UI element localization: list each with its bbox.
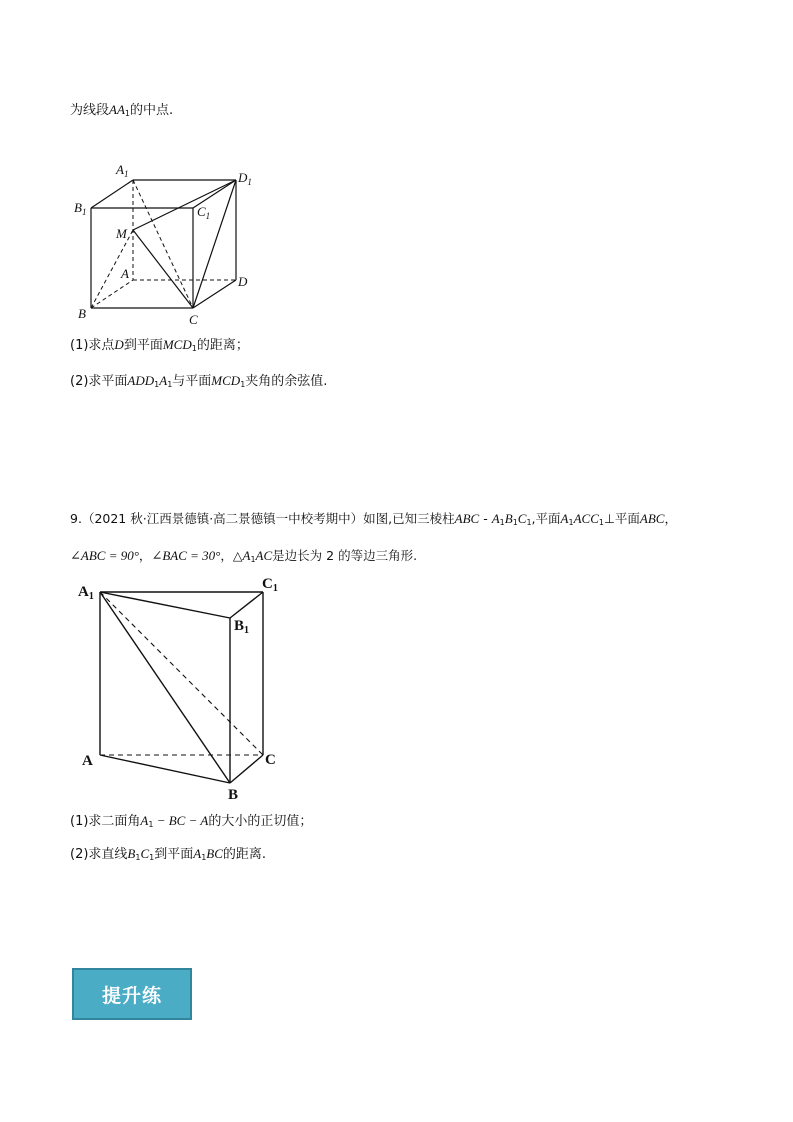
segment-MD1 [133,180,236,230]
label-B1: $B_1$ [74,200,87,217]
label-C: C [189,312,198,327]
edge-A1B1 [91,180,133,208]
label-A: A [121,266,129,281]
edge-CD [193,280,236,308]
label-C1: $C_1$ [262,576,278,594]
label-A: A [82,753,93,769]
segment-A1B [100,592,230,783]
q8-part2: (2)求平面$ADD_1A_1$与平面$MCD_1$夹角的余弦值. [70,373,328,389]
label-B1: $B_1$ [234,618,250,636]
segment-MC [133,230,193,308]
section-heading-improve[interactable]: 提升练 [72,968,192,1020]
hidden-segment-A1C [100,592,263,755]
hidden-edge-AB [91,280,133,308]
q9-conditions: ∠ABC = 90°，∠BAC = 30°，$\triangle A_1AC$是边长为 2 的等边三角形. [70,548,418,564]
label-M: M [116,226,127,241]
intro-text: 为线段 [70,103,110,118]
edge-BC [230,755,263,783]
edge-B1C1 [230,592,263,618]
cube-figure [0,0,793,330]
segment-CD1 [193,180,236,308]
label-C1: $C_1$ [197,204,211,221]
label-A1: $A_1$ [116,162,129,179]
label-B: B [228,787,239,803]
segment-name: AA [109,102,125,117]
q9-part2: (2)求直线$B_1C_1$到平面$A_1BC$的距离. [70,846,267,862]
label-B: B [78,306,86,321]
hidden-segment-A1C [133,180,193,308]
label-D: D [238,274,248,289]
q9-header: 9.（2021 秋·江西景德镇·高二景德镇一中校考期中）如图,已知三棱柱ABC - $A_1B_1C_1$,平面$A_1ACC_1\perp$平面ABC， [70,511,677,527]
prism-figure [0,560,793,810]
question-source: （2021 秋·江西景德镇·高二景德镇一中校考期中）如图,已知三棱柱 [81,511,455,526]
q9-part1: (1)求二面角$A_1$ − BC − A的大小的正切值； [70,813,313,829]
edge-A1B1 [100,592,230,618]
label-A1: $A_1$ [78,584,94,602]
label-D1: $D_1$ [238,170,252,187]
intro-line: 为线段$AA_1$的中点. [70,102,174,118]
label-C: C [265,752,276,768]
edge-AB [100,755,230,783]
q8-part1: (1)求点D到平面$MCD_1$的距离； [70,337,249,353]
